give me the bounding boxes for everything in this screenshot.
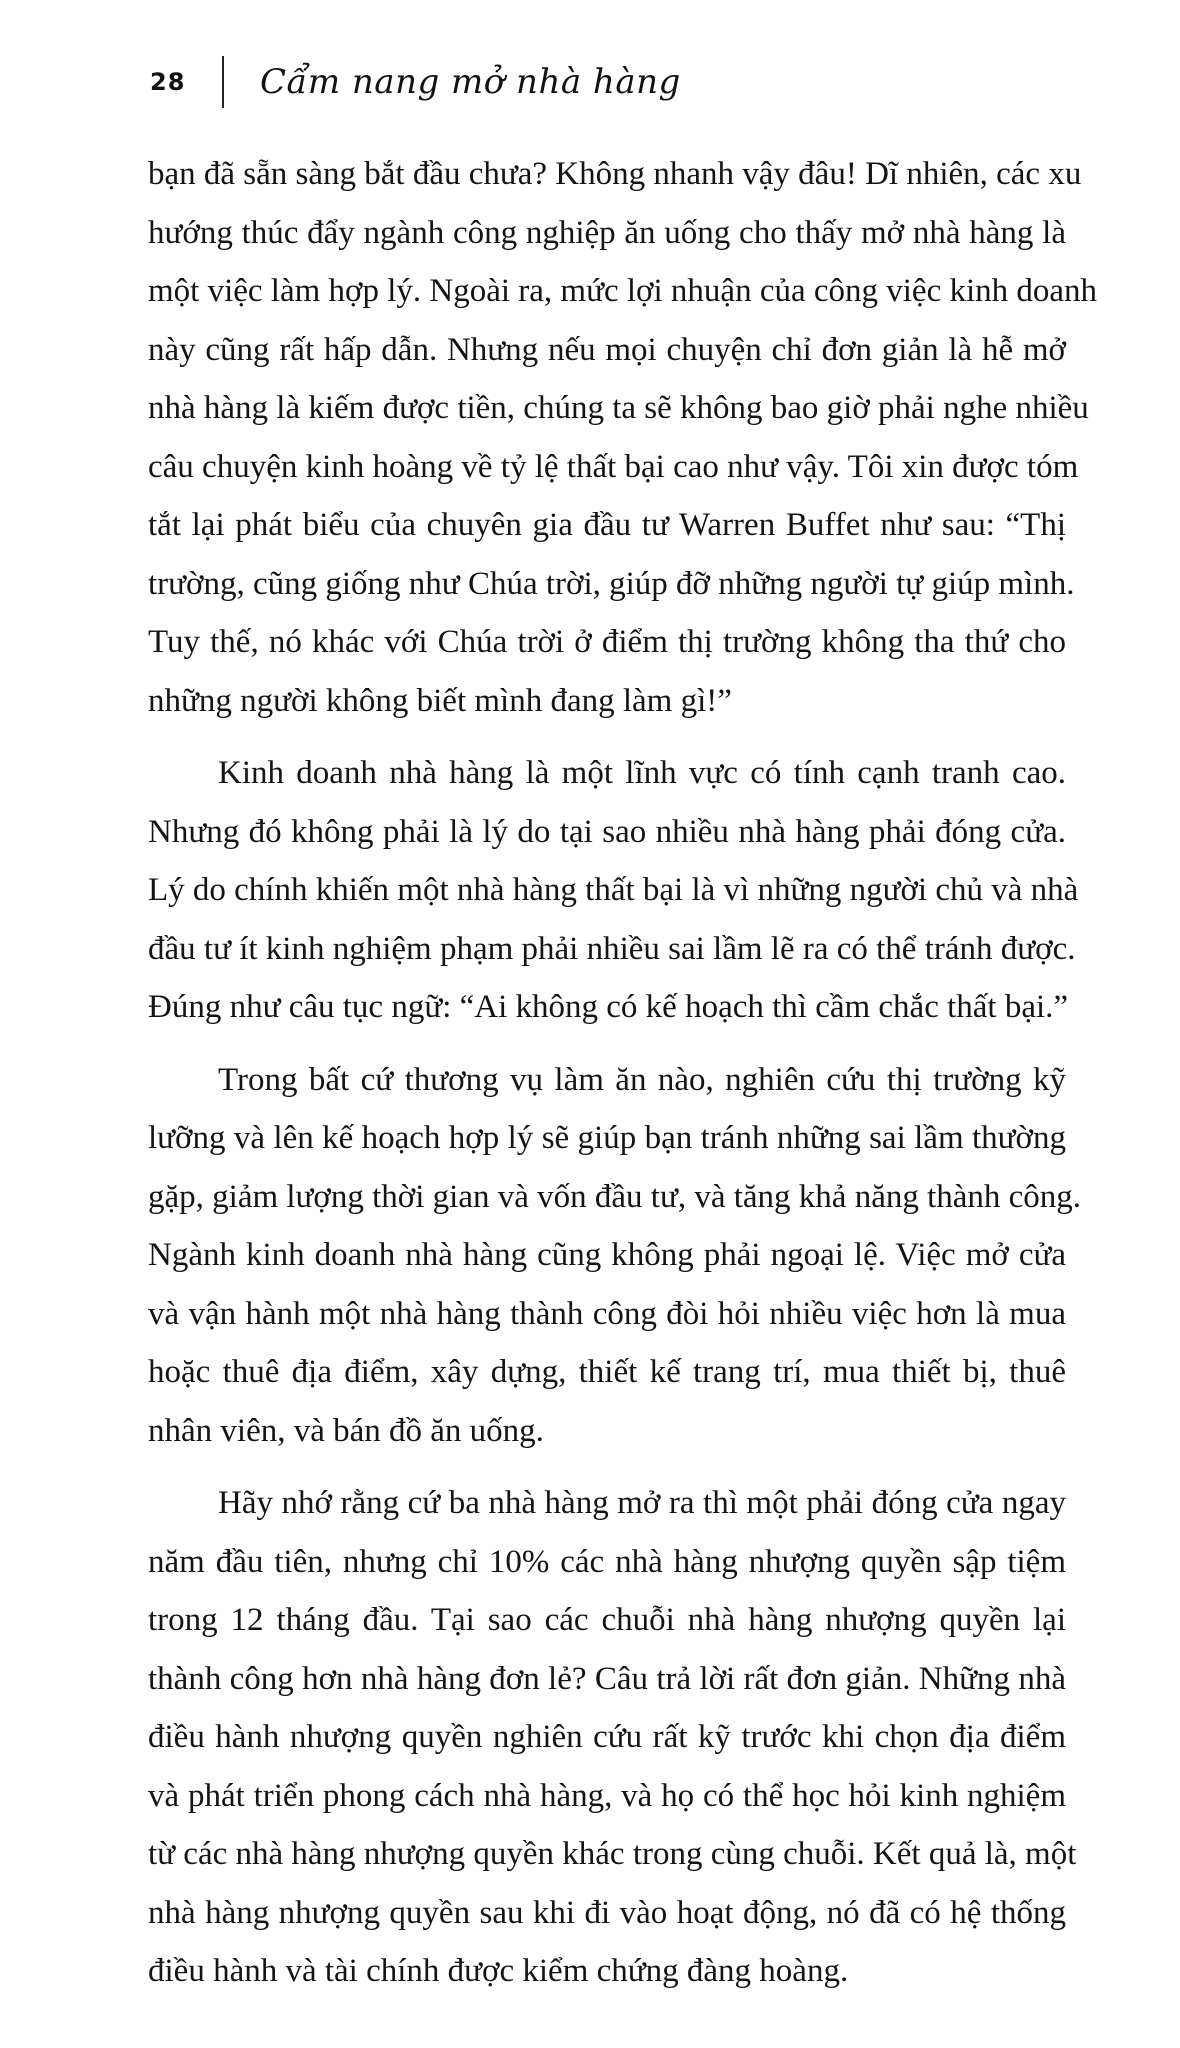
paragraph-2 — [148, 744, 1079, 1037]
text-line: hoặc thuê địa điểm, xây dựng, thiết kế trang trí, mua thiết bị, thuê — [148, 1354, 1066, 1390]
text-line: Hãy nhớ rằng cứ ba nhà hàng mở ra thì một phải đóng cửa ngay — [218, 1485, 1066, 1521]
running-header — [150, 52, 681, 112]
text-line: trong 12 tháng đầu. Tại sao các chuỗi nhà hàng nhượng quyền lại — [148, 1602, 1066, 1638]
text-line: Trong bất cứ thương vụ làm ăn nào, nghiên cứu thị trường kỹ — [218, 1061, 1066, 1098]
text-line: và vận hành một nhà hàng thành công đòi hỏi nhiều việc hơn là mua — [148, 1295, 1066, 1332]
text-line: câu chuyện kinh hoàng về tỷ lệ thất bại cao như vậy. Tôi xin được tóm — [148, 448, 1079, 485]
text-line: năm đầu tiên, nhưng chỉ 10% các nhà hàng nhượng quyền sập tiệm — [148, 1543, 1066, 1580]
book-title: Cẩm nang mở nhà hàng — [260, 62, 681, 102]
text-line: trường, cũng giống như Chúa trời, giúp đỡ những người tự giúp mình. — [148, 565, 1075, 602]
text-line: nhân viên, và bán đồ ăn uống. — [148, 1412, 544, 1449]
paragraph-3 — [148, 1051, 1082, 1461]
text-line: Kinh doanh nhà hàng là một lĩnh vực có tính cạnh tranh cao. — [218, 755, 1066, 791]
text-line: một việc làm hợp lý. Ngoài ra, mức lợi nhuận của công việc kinh doanh — [148, 273, 1098, 309]
text-line: này cũng rất hấp dẫn. Nhưng nếu mọi chuyện chỉ đơn giản là hễ mở — [148, 331, 1066, 368]
text-line: thành công hơn nhà hàng đơn lẻ? Câu trả lời rất đơn giản. Những nhà — [148, 1660, 1066, 1697]
body-text — [148, 145, 1098, 2015]
text-line: điều hành và tài chính được kiểm chứng đàng hoàng. — [148, 1953, 849, 1989]
text-line: và phát triển phong cách nhà hàng, và họ có thể học hỏi kinh nghiệm — [148, 1777, 1066, 1814]
text-line: đầu tư ít kinh nghiệm phạm phải nhiều sai lầm lẽ ra có thể tránh được. — [148, 930, 1076, 967]
text-line: những người không biết mình đang làm gì!” — [148, 682, 732, 719]
text-line: nhà hàng là kiếm được tiền, chúng ta sẽ không bao giờ phải nghe nhiều — [148, 390, 1089, 426]
text-line: từ các nhà hàng nhượng quyền khác trong cùng chuỗi. Kết quả là, một — [148, 1836, 1077, 1872]
text-line: điều hành nhượng quyền nghiên cứu rất kỹ trước khi chọn địa điểm — [148, 1719, 1066, 1755]
text-line: Lý do chính khiến một nhà hàng thất bại là vì những người chủ và nhà — [148, 872, 1079, 908]
text-line: Ngành kinh doanh nhà hàng cũng không phải ngoại lệ. Việc mở cửa — [148, 1237, 1066, 1273]
page-number: 28 — [150, 68, 186, 96]
text-line: tắt lại phát biểu của chuyên gia đầu tư Warren Buffet như sau: “Thị — [148, 507, 1066, 543]
text-line: Đúng như câu tục ngữ: “Ai không có kế hoạch thì cầm chắc thất bại.” — [148, 989, 1069, 1025]
paragraph-4 — [148, 1474, 1077, 2001]
text-line: hướng thúc đẩy ngành công nghiệp ăn uống cho thấy mở nhà hàng là — [148, 214, 1066, 251]
text-line: bạn đã sẵn sàng bắt đầu chưa? Không nhanh vậy đâu! Dĩ nhiên, các xu — [148, 156, 1082, 192]
header-divider — [222, 56, 224, 108]
paragraph-1 — [148, 145, 1098, 730]
text-line: Nhưng đó không phải là lý do tại sao nhiều nhà hàng phải đóng cửa. — [148, 813, 1066, 850]
text-line: Tuy thế, nó khác với Chúa trời ở điểm thị trường không tha thứ cho — [148, 624, 1066, 660]
text-line: nhà hàng nhượng quyền sau khi đi vào hoạt động, nó đã có hệ thống — [148, 1894, 1066, 1931]
text-line: gặp, giảm lượng thời gian và vốn đầu tư, và tăng khả năng thành công. — [148, 1178, 1082, 1215]
text-line: lưỡng và lên kế hoạch hợp lý sẽ giúp bạn tránh những sai lầm thường — [148, 1120, 1066, 1156]
